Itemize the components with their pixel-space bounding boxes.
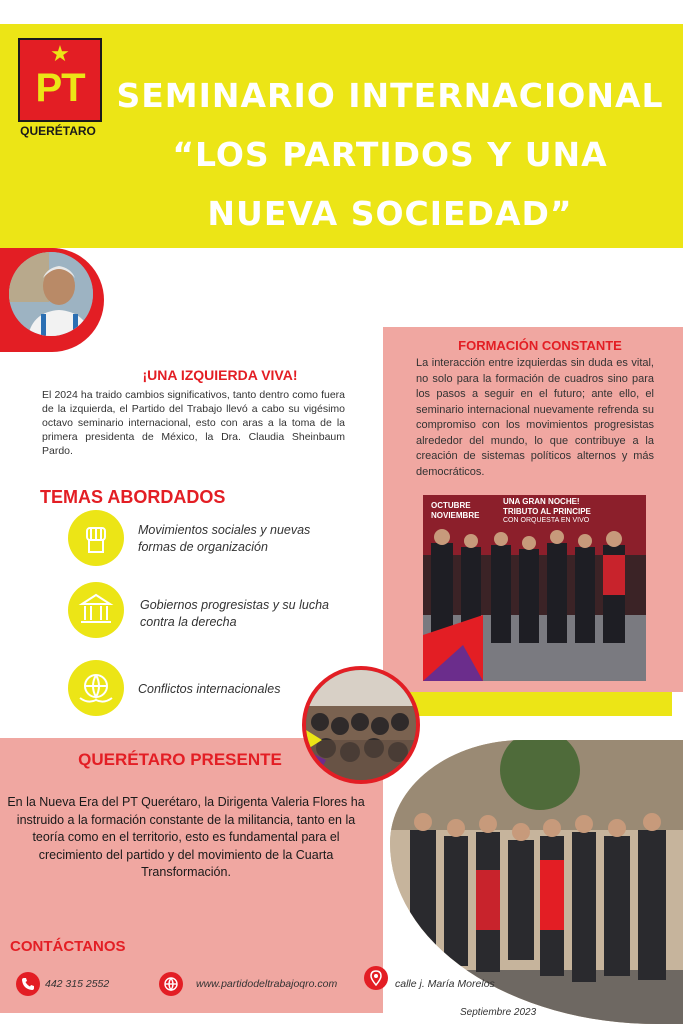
logo-text: PT	[35, 66, 85, 110]
banner-line-4: TRIBUTO AL PRINCIPE	[503, 507, 591, 516]
temas-heading: TEMAS ABORDADOS	[40, 487, 226, 507]
banner-line-1: OCTUBRE	[431, 501, 471, 510]
portrait-frame	[0, 248, 104, 352]
contacto-heading: CONTÁCTANOS	[10, 938, 126, 955]
banner-line-5: CON ORQUESTA EN VIVO	[503, 517, 590, 524]
event-photo	[423, 495, 646, 681]
tema-label-2: Gobiernos progresistas y su lucha contra la derecha	[140, 598, 329, 629]
government-building-icon	[68, 582, 124, 638]
star-icon: ★	[50, 42, 70, 67]
title-line-2: “LOS PARTIDOS Y UNA	[172, 135, 608, 174]
globe-handshake-icon	[68, 660, 124, 716]
phone-icon	[16, 972, 40, 996]
tema-label-3: Conflictos internacionales	[138, 682, 281, 696]
location-pin-icon	[364, 966, 388, 990]
intro-heading: ¡UNA IZQUIERDA VIVA!	[142, 367, 298, 383]
portrait-photo	[5, 248, 97, 340]
footer-date: Septiembre 2023	[460, 1007, 537, 1018]
website-link[interactable]: www.partidodeltrabajoqro.com	[196, 978, 338, 990]
title-line-3: NUEVA SOCIEDAD”	[207, 194, 573, 233]
address-text: calle j. María Morelos	[395, 978, 495, 990]
audience-illustration	[306, 670, 416, 780]
title-line-1: SEMINARIO INTERNACIONAL	[116, 76, 664, 115]
globe-icon	[159, 972, 183, 996]
intro-text: El 2024 ha traido cambios significativos, tanto dentro como fuera de la izquierda, el Partido del Trabajo llevó a cabo su vigésimo octavo seminario internacional, esto con aras a la toma de la primera presidenta de México, la Dra. Claudia Sheinbaum Pardo.	[42, 389, 345, 457]
queretaro-heading: QUERÉTARO PRESENTE	[78, 750, 282, 769]
tema-label-1: Movimientos sociales y nuevas formas de organización	[138, 523, 311, 554]
banner-line-3: UNA GRAN NOCHE!	[503, 497, 580, 506]
accent-bar	[410, 692, 672, 716]
queretaro-text: En la Nueva Era del PT Querétaro, la Dirigenta Valeria Flores ha instruido a la formación constante de la militancia, tanto en la teoría como en el territorio, esto es fundamental para el crecimiento del partido y del movimiento de la Cuarta Transformación.	[7, 795, 365, 879]
pt-logo	[18, 38, 102, 122]
logo-subtitle: QUERÉTARO	[20, 124, 96, 138]
raised-fist-icon	[68, 510, 124, 566]
formacion-text: La interacción entre izquierdas sin duda es vital, no solo para la formación de cuadros sino para los pasos a seguir en el futuro; ante ello, el seminario internacional nuevamente refrenda su compromiso con los movimientos progresistas alrededor del mundo, lo que contribuye a la creación de sistemas políticos alternos y más democráticos.	[416, 357, 654, 478]
banner-line-2: NOVIEMBRE	[431, 511, 480, 520]
phone-number[interactable]: 442 315 2552	[45, 978, 110, 990]
page-title	[110, 66, 670, 243]
formacion-heading: FORMACIÓN CONSTANTE	[458, 338, 622, 353]
